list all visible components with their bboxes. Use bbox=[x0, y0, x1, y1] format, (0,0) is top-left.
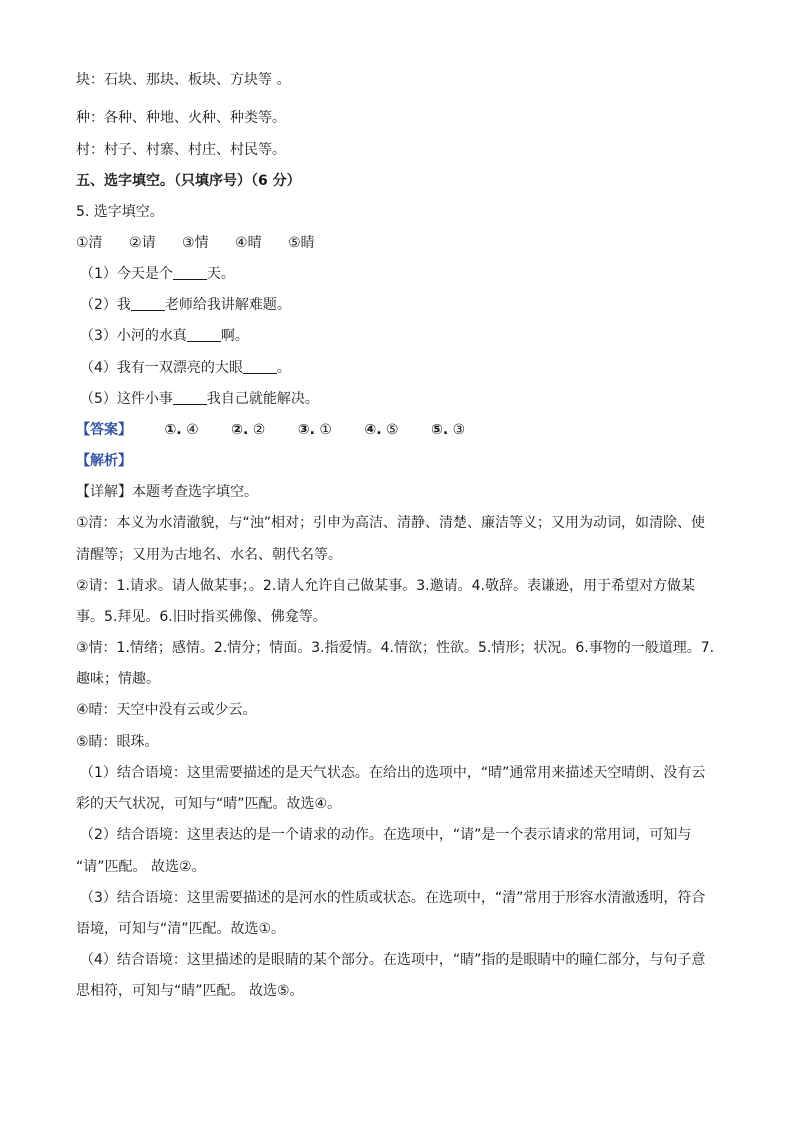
options-row bbox=[76, 233, 337, 253]
analysis-line: （2）结合语境：这里表达的是一个请求的动作。在选项中，“请”是一个表示请求的常用词，可知与 bbox=[80, 827, 692, 843]
option-1: ①清 bbox=[76, 235, 103, 251]
analysis-line: ③情：1.情绪；感情。2.情分；情面。3.指爱情。4.情欲；性欲。5.情形；状况。6.事物的一般道理。7. bbox=[76, 640, 715, 656]
option-4: ④晴 bbox=[235, 235, 262, 251]
analysis-line: 彩的天气状况，可知与“晴”匹配。故选④。 bbox=[76, 796, 342, 812]
question-item: （4）我有一双漂亮的大眼 。 bbox=[80, 360, 291, 376]
answer-blank bbox=[243, 359, 277, 374]
analysis-detail: 【详解】本题考查选字填空。 bbox=[76, 484, 258, 500]
analysis-line: （3）结合语境：这里需要描述的是河水的性质或状态。在选项中，“清”常用于形容水清澈透明，符合 bbox=[80, 890, 706, 906]
answer-item: ①. ④ bbox=[164, 422, 199, 438]
section-title: 五、选字填空。（只填序号）（6 分） bbox=[76, 173, 301, 189]
analysis-line: （4）结合语境：这里描述的是眼睛的某个部分。在选项中，“睛”指的是眼睛中的瞳仁部分，与句子意 bbox=[80, 952, 706, 968]
question-item: （3）小河的水真 啊。 bbox=[80, 328, 249, 344]
question-stem: 5. 选字填空。 bbox=[76, 204, 164, 220]
analysis-label: 【解析】 bbox=[76, 453, 132, 469]
analysis-line: （1）结合语境：这里需要描述的是天气状态。在给出的选项中，“晴”通常用来描述天空晴朗、没有云 bbox=[80, 765, 706, 781]
analysis-line: ②请：1.请求。请人做某事；。2.请人允许自己做某事。3.邀请。4.敬辞。表谦逊，用于希望对方做某 bbox=[76, 578, 695, 594]
option-2: ②请 bbox=[129, 235, 156, 251]
answer-blank bbox=[173, 265, 207, 280]
option-3: ③情 bbox=[182, 235, 209, 251]
word-group-cun: 村：村子、村寨、村庄、村民等。 bbox=[76, 142, 286, 158]
word-group-kuai: 块：石块、那块、板块、方块等 。 bbox=[76, 72, 291, 88]
answer-blank bbox=[131, 296, 165, 311]
analysis-line: ④晴：天空中没有云或少云。 bbox=[76, 702, 257, 718]
question-item: （5）这件小事 我自己就能解决。 bbox=[80, 391, 319, 407]
option-5: ⑤睛 bbox=[288, 235, 315, 251]
analysis-line: 事。5.拜见。6.旧时指买佛像、佛龛等。 bbox=[76, 609, 327, 625]
answer-row bbox=[76, 420, 465, 440]
question-item: （2）我 老师给我讲解难题。 bbox=[80, 297, 291, 313]
question-item: （1）今天是个 天。 bbox=[80, 266, 235, 282]
analysis-line: 语境，可知与“清”匹配。故选①。 bbox=[76, 921, 286, 937]
answer-item: ④. ⑤ bbox=[364, 422, 399, 438]
answer-blank bbox=[187, 327, 221, 342]
analysis-line: “请”匹配。 故选②。 bbox=[76, 859, 206, 875]
answer-item: ②. ② bbox=[231, 422, 266, 438]
answer-item: ③. ① bbox=[297, 422, 332, 438]
analysis-line: ⑤睛：眼珠。 bbox=[76, 734, 159, 750]
analysis-line: 趣味；情趣。 bbox=[76, 671, 160, 687]
answer-blank bbox=[173, 390, 207, 405]
word-group-zhong: 种：各种、种地、火种、种类等。 bbox=[76, 110, 286, 126]
analysis-line: 清醒等；又用为古地名、水名、朝代名等。 bbox=[76, 547, 342, 563]
analysis-line: 思相符，可知与“睛”匹配。 故选⑤。 bbox=[76, 983, 304, 999]
answer-label: 【答案】 bbox=[76, 422, 132, 438]
answer-item: ⑤. ③ bbox=[431, 422, 466, 438]
analysis-line: ①清：本义为水清澈貌，与“浊”相对；引申为高洁、清静、清楚、廉洁等义；又用为动词，如清除、使 bbox=[76, 515, 706, 531]
